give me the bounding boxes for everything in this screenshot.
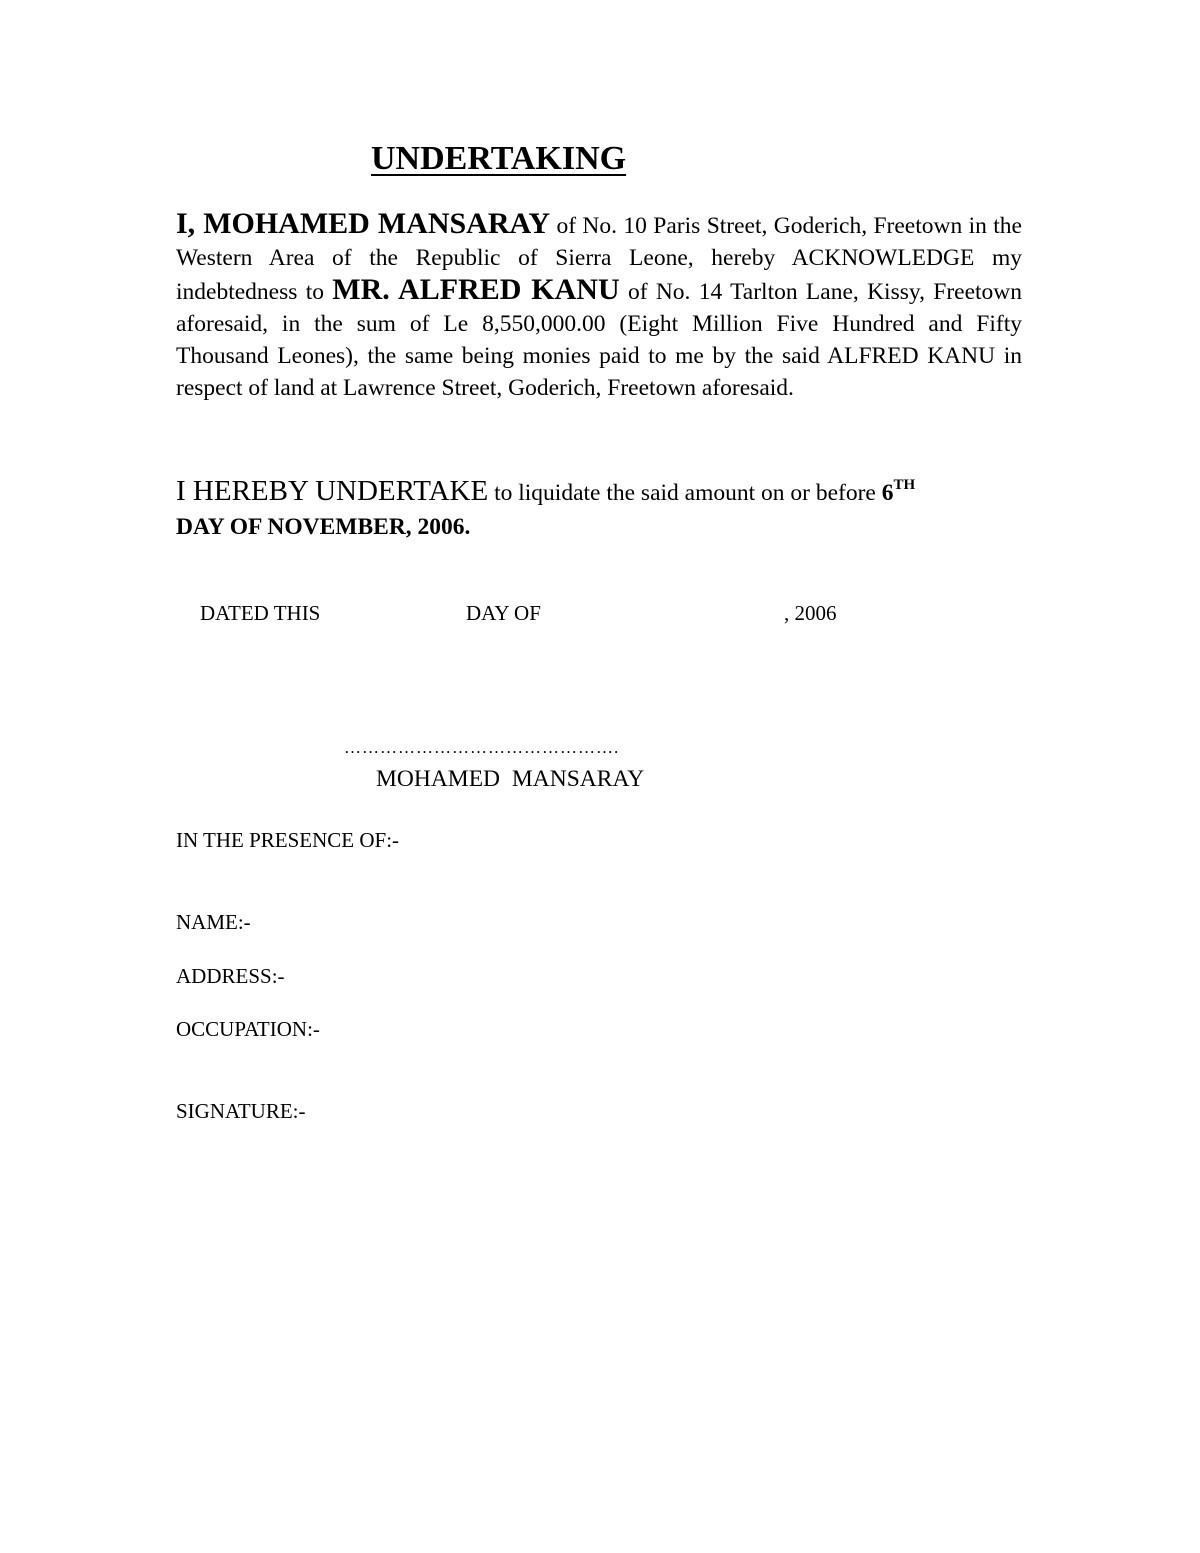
acknowledgement-paragraph xyxy=(176,208,1022,404)
undertaking-paragraph xyxy=(176,474,1036,544)
acknowledge-word: ACKNOWLEDGE xyxy=(791,245,975,271)
due-day: 6 xyxy=(881,480,894,506)
indebtedness-text: my indebtedness to xyxy=(176,245,1022,305)
dated-line xyxy=(0,601,1200,631)
witness-occupation-label: OCCUPATION:- xyxy=(176,1017,320,1041)
undertake-lead: I HEREBY UNDERTAKE xyxy=(176,475,489,507)
undertake-text: to liquidate the said amount on or before xyxy=(488,480,882,506)
debtor-address-text: of No. 10 Paris Street, Goderich, Freetown in the Western Area of the Republic of Sierra Leone, hereby xyxy=(176,213,1022,271)
witness-address-label: ADDRESS:- xyxy=(176,964,285,988)
presence-label: IN THE PRESENCE OF:- xyxy=(176,828,400,852)
due-day-suffix: TH xyxy=(893,477,916,493)
signatory-name: MOHAMED MANSARAY xyxy=(376,766,645,792)
debt-details-text: of No. 14 Tarlton Lane, Kissy, Freetown aforesaid, in the sum of Le 8,550,000.00 (Eight Million Five Hundred and Fifty Thousand Leones), the same being monies paid to me by the said ALFRED KANU in respect of land at Lawrence Street, Goderich, Freetown aforesaid. xyxy=(176,279,1023,401)
document-title: UNDERTAKING xyxy=(371,140,627,177)
dated-year: , 2006 xyxy=(784,601,837,625)
dated-this-label: DATED THIS xyxy=(200,601,321,625)
witness-signature-label: SIGNATURE:- xyxy=(176,1099,306,1123)
signature-line: ………………………………………. xyxy=(344,738,620,757)
witness-name-label: NAME:- xyxy=(176,910,251,934)
due-date-rest: DAY OF NOVEMBER, 2006. xyxy=(176,514,471,540)
day-of-label: DAY OF xyxy=(466,601,541,625)
creditor-name: MR. ALFRED KANU xyxy=(332,273,620,306)
debtor-name: I, MOHAMED MANSARAY xyxy=(176,207,551,240)
